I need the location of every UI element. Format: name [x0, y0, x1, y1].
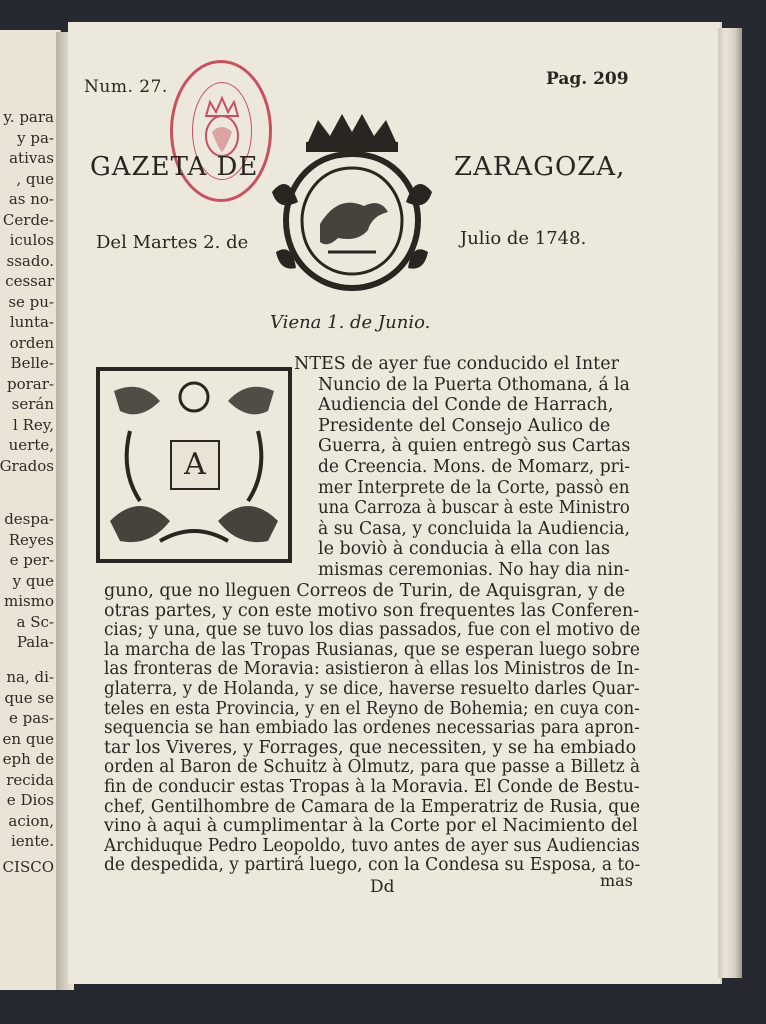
left-page-line: acion,	[8, 811, 54, 830]
article-dateline: Viena 1. de Junio.	[270, 312, 431, 333]
article-line: otras partes, y con este motivo son frequentes las Conferen-	[104, 600, 640, 621]
article-line: cias; y una, que se tuvo los dias passados, fue con el motivo de	[104, 620, 641, 641]
left-page-line: CISCO	[2, 858, 54, 876]
signature-mark: Dd	[370, 877, 395, 897]
left-page-line: iculos	[9, 231, 54, 249]
left-page-line: despa-	[4, 510, 54, 528]
article-line: las fronteras de Moravia: asistieron à ellas los Ministros de In-	[104, 659, 640, 680]
left-page-line: na, di-	[6, 668, 54, 686]
article-line: guno, que no lleguen Correos de Turin, de Aquisgran, y de	[104, 581, 626, 601]
left-page-line: Belle-	[10, 354, 54, 372]
left-facing-page	[0, 30, 61, 990]
left-page-line: ativas	[9, 149, 54, 167]
left-page-line: , que	[16, 169, 54, 188]
masthead-title-right: ZARAGOZA,	[454, 152, 626, 182]
article-line: sequencia se han embiado las ordenes necessarias para apron-	[104, 718, 640, 739]
article-line: de Creencia. Mons. de Momarz, pri-	[318, 457, 631, 477]
left-page-line: as no-	[8, 190, 54, 208]
left-page-line: uerte,	[8, 436, 54, 454]
left-page-line: a Sc-	[16, 612, 54, 631]
article-line: le boviò à conducia à ella con las	[318, 539, 611, 560]
left-page-line: Reyes	[8, 530, 54, 549]
left-page-line: ssado.	[6, 251, 54, 270]
left-page-line: y pa-	[17, 128, 54, 147]
article-line: Archiduque Pedro Leopoldo, tuvo antes de ayer sus Audiencias	[104, 835, 640, 856]
article-line: Audiencia del Conde de Harrach,	[318, 395, 614, 416]
drop-cap-letter: A	[170, 440, 220, 490]
page-edge	[718, 28, 742, 978]
left-page-line: cessar	[5, 272, 54, 290]
article-line: vino à aqui à cumplimentar à la Corte por el Nacimiento del	[104, 816, 638, 837]
left-page-line: y que	[12, 571, 54, 590]
article-line: NTES de ayer fue conducido el Inter	[294, 354, 619, 374]
left-page-line: orden	[9, 333, 54, 352]
left-page-line: Cerde-	[2, 210, 54, 229]
left-page-line: Grados	[0, 456, 54, 475]
article-line: orden al Baron de Schuitz à Olmutz, para que passe a Billetz à	[104, 757, 641, 778]
left-page-line: l Rey,	[13, 415, 54, 434]
article-line: la marcha de las Tropas Rusianas, que se esperan luego sobre	[104, 639, 640, 660]
left-page-line: e pas-	[9, 709, 54, 727]
article-line: Presidente del Consejo Aulico de	[318, 415, 611, 436]
page-number: Pag. 209	[546, 69, 629, 89]
left-page-line: e per-	[9, 551, 54, 569]
article-line: Guerra, à quien entregò sus Cartas	[318, 436, 631, 457]
masthead-title-left: GAZETA DE	[90, 152, 259, 182]
article-line: Nuncio de la Puerta Othomana, á la	[318, 374, 630, 395]
left-page-line: iente.	[10, 832, 54, 850]
left-page-line: recida	[6, 770, 54, 789]
left-page-line: lunta-	[9, 313, 54, 331]
left-page-line: en que	[2, 729, 54, 748]
article-line: de despedida, y partirá luego, con la Condesa su Esposa, a to-	[104, 855, 641, 876]
left-page-line: serán	[11, 395, 54, 413]
left-page-line: eph de	[2, 750, 54, 768]
left-page-line: mismo	[4, 592, 54, 610]
coat-of-arms-icon	[268, 112, 436, 292]
article-line: chef, Gentilhombre de Camara de la Emperatriz de Rusia, que	[104, 796, 641, 817]
article-line: tar los Viveres, y Forrages, que necessiten, y se ha embiado	[104, 737, 637, 758]
issue-date-left: Del Martes 2. de	[96, 232, 249, 253]
article-line: à su Casa, y concluida la Audiencia,	[318, 518, 630, 539]
left-page-line: que se	[4, 688, 54, 707]
left-page-line: y. para	[3, 108, 54, 126]
article-line: una Carroza à buscar à este Ministro	[318, 498, 630, 519]
article-line: mismas ceremonias. No hay dia nin-	[318, 560, 630, 580]
catchword: mas	[600, 871, 633, 890]
issue-number: Num. 27.	[84, 77, 168, 97]
issue-date-right: Julio de 1748.	[460, 228, 587, 249]
article-line: mer Interprete de la Corte, passò en	[318, 477, 630, 498]
article-line: glaterra, y de Holanda, y se dice, haverse resuelto darles Quar-	[104, 679, 640, 699]
left-page-line: Pala-	[16, 633, 54, 651]
left-page-line: se pu-	[8, 292, 54, 311]
article-line: fin de conducir estas Tropas à la Moravia. El Conde de Bestu-	[104, 777, 640, 797]
article-line: teles en esta Provincia, y en el Reyno de Bohemia; en cuya con-	[104, 698, 640, 719]
left-page-line: porar-	[7, 374, 54, 393]
left-page-line: e Dios	[6, 791, 54, 809]
